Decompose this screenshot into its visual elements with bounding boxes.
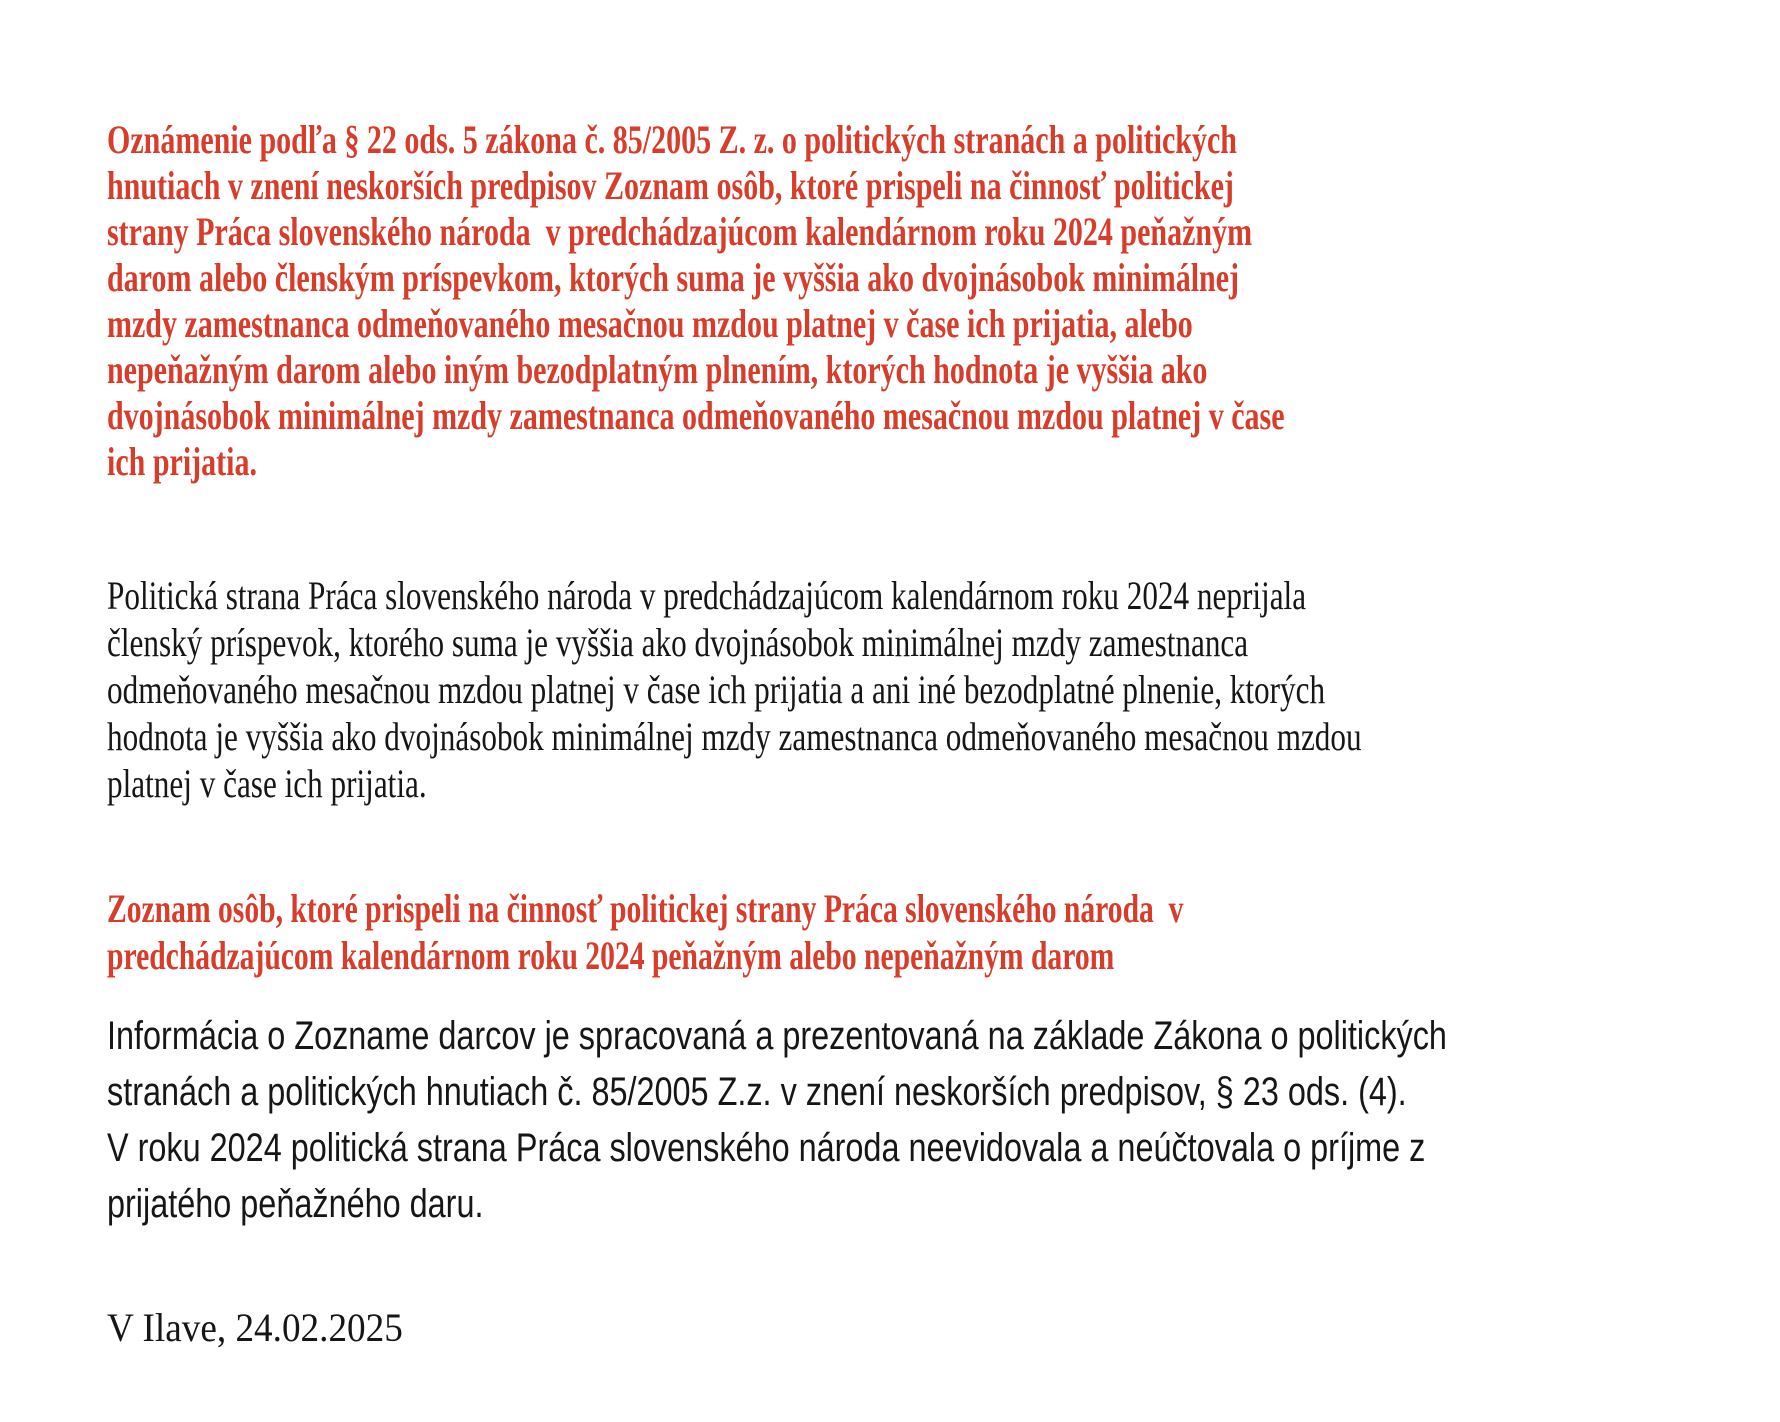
- place-and-date: V Ilave, 24.02.2025: [107, 1305, 403, 1350]
- heading-line: dvojnásobok minimálnej mzdy zamestnanca odmeňovaného mesačnou mzdou platnej v čase: [107, 393, 1285, 438]
- body-text-line: V roku 2024 politická strana Práca slovenského národa neevidovala a neúčtovala o príjme z: [107, 1126, 1426, 1170]
- heading-line: predchádzajúcom kalendárnom roku 2024 peňažným alebo nepeňažným darom: [107, 933, 1115, 978]
- body-text-line: prijatého peňažného daru.: [107, 1182, 484, 1226]
- body-text-line: platnej v čase ich prijatia.: [107, 761, 427, 806]
- heading-line: hnutiach v znení neskorších predpisov Zoznam osôb, ktoré prispeli na činnosť politickej: [107, 163, 1234, 208]
- body-text-line: odmeňovaného mesačnou mzdou platnej v čase ich prijatia a ani iné bezodplatné plnenie, ktorých: [107, 667, 1326, 712]
- donors-list-heading: [107, 885, 1562, 979]
- heading-line: nepeňažným darom alebo iným bezodplatným plnením, ktorých hodnota je vyššia ako: [107, 347, 1208, 392]
- membership-contribution-paragraph: [107, 572, 1715, 807]
- heading-line: ich prijatia.: [107, 439, 257, 484]
- legal-notice-heading: [107, 117, 1677, 485]
- body-text-line: členský príspevok, ktorého suma je vyššia ako dvojnásobok minimálnej mzdy zamestnanca: [107, 620, 1249, 665]
- heading-line: mzdy zamestnanca odmeňovaného mesačnou mzdou platnej v čase ich prijatia, alebo: [107, 301, 1193, 346]
- body-text-line: Politická strana Práca slovenského národa v predchádzajúcom kalendárnom roku 2024 neprijala: [107, 573, 1307, 618]
- date-line: [107, 1305, 425, 1351]
- body-text-line: Informácia o Zozname darcov je spracovaná a prezentovaná na základe Zákona o politických: [107, 1014, 1447, 1058]
- heading-line: Oznámenie podľa § 22 ods. 5 zákona č. 85/2005 Z. z. o politických stranách a politických: [107, 117, 1237, 162]
- heading-line: Zoznam osôb, ktoré prispeli na činnosť politickej strany Práca slovenského národa v: [107, 886, 1184, 931]
- heading-line: darom alebo členským príspevkom, ktorých suma je vyššia ako dvojnásobok minimálnej: [107, 255, 1240, 300]
- heading-line: strany Práca slovenského národa v predchádzajúcom kalendárnom roku 2024 peňažným: [107, 209, 1253, 254]
- body-text-line: stranách a politických hnutiach č. 85/2005 Z.z. v znení neskorších predpisov, § 23 ods. (4).: [107, 1070, 1407, 1114]
- donors-info-paragraph: [107, 1008, 1761, 1232]
- body-text-line: hodnota je vyššia ako dvojnásobok minimálnej mzdy zamestnanca odmeňovaného mesačnou mzdou: [107, 714, 1362, 759]
